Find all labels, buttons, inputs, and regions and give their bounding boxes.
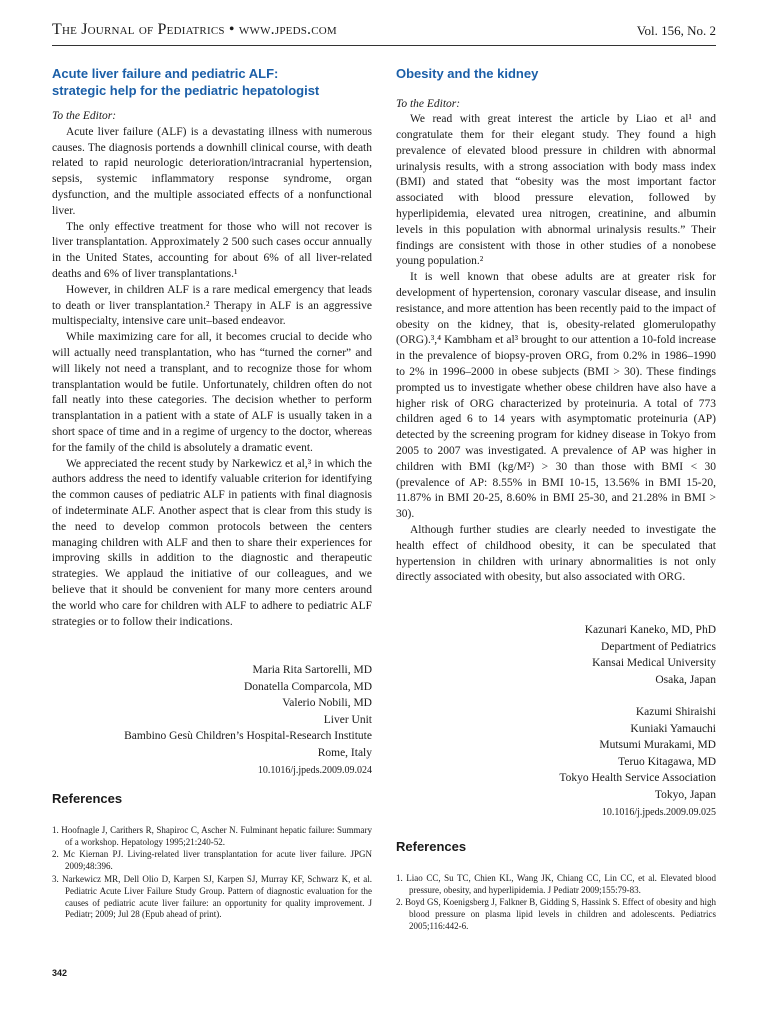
affiliation-association: Tokyo Health Service Association (559, 772, 716, 785)
affiliation-city: Osaka, Japan (655, 673, 716, 686)
reference-item: 1. Hoofnagle J, Carithers R, Shapiroc C, Ascher N. Fulminant hepatic failure: Summary of a workshop. Hepatology 1995;21:240-52. (52, 824, 372, 847)
reference-item: 2. Mc Kiernan PJ. Living-related liver transplantation for acute liver failure. JPGN 2009;48:396. (52, 849, 372, 872)
salutation: To the Editor: (396, 97, 461, 110)
affiliation-city: Tokyo, Japan (654, 788, 716, 801)
affiliation-university: Kansai Medical University (592, 657, 716, 670)
paragraph: However, in children ALF is a rare medical emergency that leads to death or liver transplantation.² Therapy in ALF is an aggressive multispecialty, intensive care unit–based endeavor. (52, 283, 372, 328)
author-name: Teruo Kitagawa, MD (618, 755, 716, 768)
doi: 10.1016/j.jpeds.2009.09.025 (601, 807, 716, 819)
affiliation-unit: Liver Unit (323, 713, 372, 726)
header-rule (52, 45, 716, 46)
paragraph: We appreciated the recent study by Narkewicz et al,³ in which the authors address the need to identify valuable criterion for identifying the common causes of pediatric ALF in patients with final diagnosis of indeterminate ALF. Another aspect that is clear from this study is the need to develop common protocols between the centers managing children with ALF and then to share their experiences for improving skills in addition to the diagnostic and therapeutic strategies. We applaud the initiative of our colleagues, and we believe that it should be convenient for many more centers around the world who care for children with ALF to adhere to pediatric ALF strategies or to follow their indications. (52, 457, 372, 628)
journal-name: The Journal of Pediatrics (52, 21, 225, 38)
paragraph: We read with great interest the article by Liao et al¹ and congratulate them for their elegant study. They found a high prevalence of elevated blood pressure in children with abnormal urinalysis results, with a strong association with body mass index (BMI) and stated that “obesity was the most important factor associated with blood pressure elevation, followed by hyperlipidemia, elevated urea nitrogen, creatinine, and albumin levels in this population with abnormal urinalysis results.” Their findings are consistent with those in other studies of a nonobese young population.² (396, 113, 716, 268)
journal-url: www.jpeds.com (238, 21, 337, 38)
journal-header-title (52, 21, 337, 39)
reference-item: 1. Liao CC, Su TC, Chien KL, Wang JK, Chiang CC, Lin CC, et al. Elevated blood pressure, obesity, and hyperlipidemia. J Pediatr 2009;155:79-83. (396, 872, 716, 895)
references-heading: References (396, 839, 467, 854)
author-name: Kazunari Kaneko, MD, PhD (584, 624, 716, 637)
left-column (52, 60, 372, 922)
paragraph: The only effective treatment for those who will not recover is liver transplantation. Approximately 2 500 such cases occur annually in the United States, accounting for about 6% of all liver-related deaths and 6% of liver transplantations.¹ (52, 220, 372, 280)
header-bullet: • (228, 21, 235, 38)
signature-block (396, 704, 716, 821)
signature-block (52, 662, 372, 779)
letter-title-alf-line2: strategic help for the pediatric hepatologist (52, 82, 320, 98)
volume-info: Vol. 156, No. 2 (636, 23, 716, 38)
paragraph: Acute liver failure (ALF) is a devastating illness with numerous causes. The diagnosis portends a downhill clinical course, with death related to rapid neurologic deterioration/intracranial hypertension, sepsis, systemic inflammatory response syndrome, organ dysfunction, and the multiple associated effects of a nonfunctional liver. (52, 125, 372, 217)
salutation: To the Editor: (52, 110, 117, 122)
references-heading: References (52, 791, 123, 807)
author-name: Mutsumi Murakami, MD (599, 739, 716, 752)
reference-item: 3. Narkewicz MR, Dell Olio D, Karpen SJ, Karpen SJ, Murray KF, Schwarz K, et al. Pediatric Acute Liver Failure Study Group. Pattern of diagnostic evaluation for the causes of pediatric acute liver failure: an opportunity for quality improvement. J Pediatr; 2009; Jul 28 (Epub ahead of print). (52, 874, 372, 920)
letter-title-alf-line1: Acute liver failure and pediatric ALF: (52, 66, 279, 81)
paragraph: While maximizing care for all, it becomes crucial to decide who will actually need transplantation, who has “turned the corner” and will likely not need a transplant, and to recognize those for whom transplantation would be futile. Unfortunately, children often do not fall neatly into these categories. The decision whether to perform transplantation in a patient with a state of ALF is usually taken in a short space of time and in a regime of urgency to the doctor, whereas for the family of the child is absolutely a dramatic event. (52, 331, 372, 454)
page-number: 342 (52, 968, 68, 978)
right-column (396, 60, 716, 934)
author-name: Valerio Nobili, MD (282, 697, 372, 710)
letter-title-alf (52, 66, 372, 99)
author-name: Maria Rita Sartorelli, MD (252, 664, 372, 677)
doi: 10.1016/j.jpeds.2009.09.024 (257, 765, 372, 777)
running-header (52, 20, 716, 44)
affiliation-city: Rome, Italy (317, 746, 372, 759)
signature-block (396, 622, 716, 688)
paragraph: Although further studies are clearly needed to investigate the health effect of childhood obesity, it can be speculated that hypertension in children with urinary abnormalities is not only directly associated with obesity, but also associated with ORG. (396, 524, 716, 584)
author-name: Kuniaki Yamauchi (630, 722, 716, 735)
affiliation-dept: Department of Pediatrics (601, 640, 716, 653)
reference-item: 2. Boyd GS, Koenigsberg J, Falkner B, Gidding S, Hassink S. Effect of obesity and high blood pressure on plasma lipid levels in children and adolescents. Pediatrics 2005;116:442-6. (396, 897, 716, 931)
paragraph: It is well known that obese adults are at greater risk for development of hypertension, coronary vascular disease, and insulin resistance, and more attention has been recently paid to the impact of obesity on the kidney, that is, obesity-related glomerulopathy (ORG).³,⁴ Kambham et al³ brought to our attention a 10-fold increase in the prevalence of biopsy-proven ORG, from 0.2% in 1986–1990 to 2% in 1996–2000 in obese subjects (BMI > 30). These findings prompted us to investigate whether obese children have also have a higher risk of ORG characterized by proteinuria. A total of 773 children aged 6 to 14 years with asymptomatic proteinuria (AP) detected by the screening program for kidney disease in Tokyo from 2005 to 2007 was investigated. A prevalence of AP was higher in children with BMI (kg/M²) > 30 than those with BMI < 30 (prevalence of AP: 8.55% in BMI 10-15, 13.56% in BMI 15-20, 11.87% in BMI 20-25, 8.60% in BMI 25-30, and 21.28% in BMI > 30). (396, 271, 716, 521)
reference-list (396, 873, 716, 933)
affiliation-institute: Bambino Gesù Children’s Hospital-Research Institute (124, 730, 372, 743)
letter-title-obesity: Obesity and the kidney (396, 66, 539, 81)
reference-list (52, 825, 372, 921)
author-name: Kazumi Shiraishi (635, 706, 716, 719)
author-name: Donatella Comparcola, MD (243, 680, 372, 693)
